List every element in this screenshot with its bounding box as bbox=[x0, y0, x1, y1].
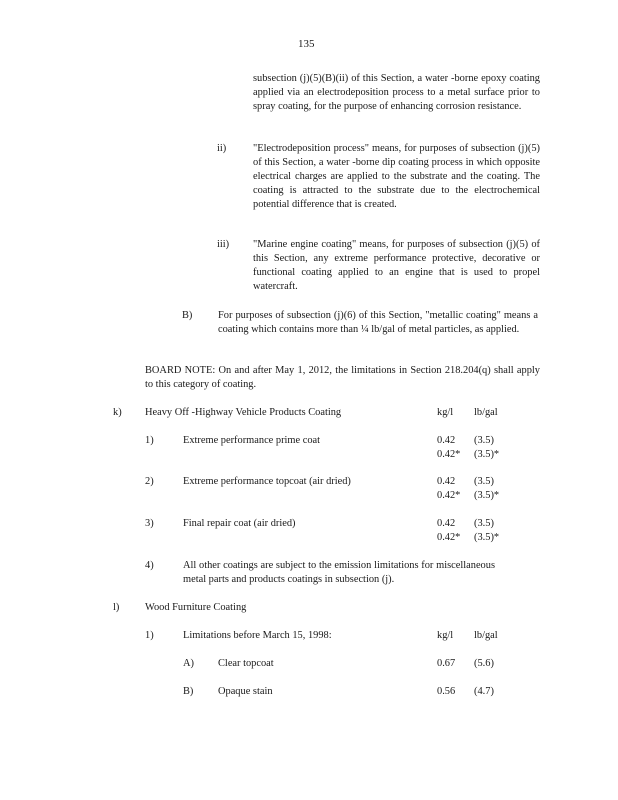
item-b-label: B) bbox=[182, 310, 193, 321]
k-item-kg: 0.42 bbox=[437, 476, 456, 487]
l-row-lb: (5.6) bbox=[474, 658, 494, 669]
board-note: BOARD NOTE: On and after May 1, 2012, the limitations in Section 218.204(q) shall apply to this category of coating. bbox=[145, 365, 540, 390]
l-item1-label: 1) bbox=[145, 630, 154, 641]
k-item4-text: All other coatings are subject to the emission limitations for miscellaneous metal parts and products coatings in subsection (j). bbox=[183, 560, 495, 585]
section-k-label: k) bbox=[113, 407, 122, 418]
k-item-lb-alt: (3.5)* bbox=[474, 532, 500, 543]
k-item-kg-alt: 0.42* bbox=[437, 490, 461, 501]
k-item-lb: (3.5) bbox=[474, 435, 494, 446]
k-item-text: Final repair coat (air dried) bbox=[183, 518, 296, 529]
section-k-unit-lb: lb/gal bbox=[474, 407, 498, 418]
sub-iii-label: iii) bbox=[217, 239, 230, 250]
k-item-kg-alt: 0.42* bbox=[437, 449, 461, 460]
k-item-text: Extreme performance topcoat (air dried) bbox=[183, 476, 351, 487]
l-row-kg: 0.56 bbox=[437, 686, 456, 697]
l-item1-text: Limitations before March 15, 1998: bbox=[183, 630, 332, 641]
k-item-label: 2) bbox=[145, 476, 154, 487]
l-row-text: Clear topcoat bbox=[218, 658, 274, 669]
sub-iii-text: "Marine engine coating" means, for purposes of subsection (j)(5) of this Section, any extreme performance protective, decorative or functional coating applied to an engine that is used to propel watercraft. bbox=[253, 239, 540, 292]
clause-ii-continuation: subsection (j)(5)(B)(ii) of this Section, a water -borne epoxy coating applied via an electrodeposition process to a metal surface prior to spray coating, for the purpose of enhancing corrosion resistance. bbox=[253, 73, 540, 112]
k-item-kg-alt: 0.42* bbox=[437, 532, 461, 543]
section-k-title: Heavy Off -Highway Vehicle Products Coating bbox=[145, 407, 342, 418]
l-row-lb: (4.7) bbox=[474, 686, 494, 697]
sub-ii-label: ii) bbox=[217, 143, 227, 154]
l-item1-unit-lb: lb/gal bbox=[474, 630, 498, 641]
l-row-label: A) bbox=[183, 658, 194, 669]
section-l-title: Wood Furniture Coating bbox=[145, 602, 247, 613]
k-item-lb: (3.5) bbox=[474, 518, 494, 529]
l-row-kg: 0.67 bbox=[437, 658, 456, 669]
k-item-lb-alt: (3.5)* bbox=[474, 449, 500, 460]
l-row-label: B) bbox=[183, 686, 194, 697]
section-l-label: l) bbox=[113, 602, 120, 613]
k-item-lb-alt: (3.5)* bbox=[474, 490, 500, 501]
section-k-unit-kg: kg/l bbox=[437, 407, 454, 418]
item-b-text: For purposes of subsection (j)(6) of this Section, "metallic coating" means a coating which contains more than ¼ lb/gal of metal particles, as applied. bbox=[218, 310, 538, 335]
k-item-kg: 0.42 bbox=[437, 518, 456, 529]
k-item-kg: 0.42 bbox=[437, 435, 456, 446]
k-item-lb: (3.5) bbox=[474, 476, 494, 487]
k-item-label: 1) bbox=[145, 435, 154, 446]
l-item1-unit-kg: kg/l bbox=[437, 630, 454, 641]
l-row-text: Opaque stain bbox=[218, 686, 273, 697]
page-number: 135 bbox=[298, 38, 315, 50]
k-item-label: 3) bbox=[145, 518, 154, 529]
k-item4-label: 4) bbox=[145, 560, 154, 571]
sub-ii-text: "Electrodeposition process" means, for purposes of subsection (j)(5) of this Section, a water -borne dip coating process in which opposite electrical charges are applied to the substrate and the coating. The coating is attracted to the substrate due to the electrochemical potential difference that is created. bbox=[253, 143, 540, 210]
k-item-text: Extreme performance prime coat bbox=[183, 435, 321, 446]
